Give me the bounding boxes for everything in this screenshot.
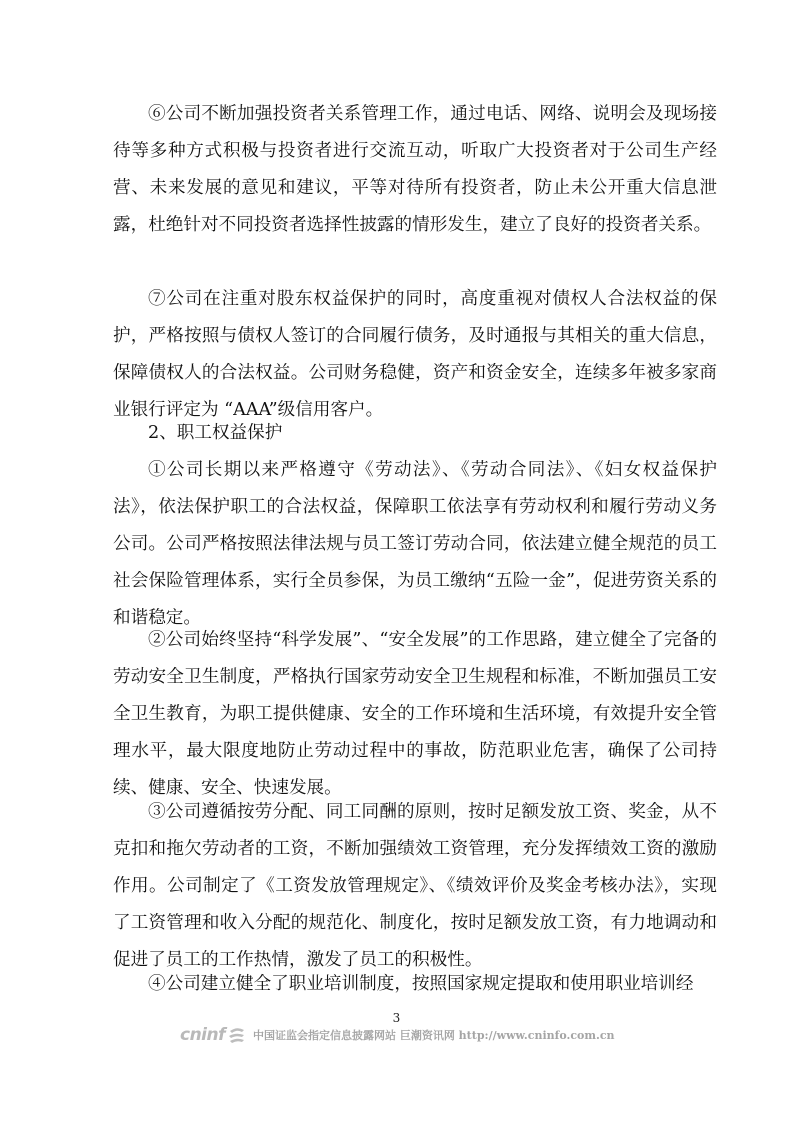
- logo-text: cninf: [180, 1025, 226, 1045]
- footer-watermark: [180, 1024, 615, 1046]
- paragraph-investor-relations: ⑥公司不断加强投资者关系管理工作，通过电话、网络、说明会及现场接待等多种方式积极与投资者进行交流互动，听取广大投资者对于公司生产经营、未来发展的意见和建议，平等对待所有投资者，防止未公开重大信息泄露，杜绝针对不同投资者选择性披露的情形发生，建立了良好的投资者关系。: [113, 104, 717, 235]
- paragraph-training: ④公司建立健全了职业培训制度，按照国家规定提取和使用职业培训经: [148, 974, 694, 994]
- footer-text: 中国证监会指定信息披露网站 巨潮资讯网 http://www.cninfo.com.cn: [253, 1029, 615, 1042]
- cninfo-logo: [180, 1025, 247, 1045]
- paragraph-safety: ②公司始终坚持“科学发展”、“安全发展”的工作思路，建立健全了完备的劳动安全卫生制度，严格执行国家劳动安全卫生规程和标准，不断加强员工安全卫生教育，为职工提供健康、安全的工作环境和生活环境，有效提升安全管理水平，最大限度地防止劳动过程中的事故，防范职业危害，确保了公司持续、健康、安全、快速发展。: [113, 630, 717, 798]
- section-heading-employee-rights: 2、职工权益保护: [148, 423, 283, 443]
- paragraph-wages: ③公司遵循按劳分配、同工同酬的原则，按时足额发放工资、奖金，从不克扣和拖欠劳动者的工资，不断加强绩效工资管理，充分发挥绩效工资的激励作用。公司制定了《工资发放管理规定》、《绩效评价及奖金考核办法》，实现了工资管理和收入分配的规范化、制度化，按时足额发放工资，有力地调动和促进了员工的工作热情，激发了员工的积极性。: [113, 802, 717, 970]
- cninfo-swirl-icon: [227, 1026, 247, 1044]
- paragraph-creditor-rights: ⑦公司在注重对股东权益保护的同时，高度重视对债权人合法权益的保护，严格按照与债权人签订的合同履行债务，及时通报与其相关的重大信息，保障债权人的合法权益。公司财务稳健，资产和资金安全，连续多年被多家商业银行评定为 “AAA”级信用客户。: [113, 289, 717, 420]
- page-number: 3: [392, 1011, 401, 1025]
- paragraph-labor-law: ①公司长期以来严格遵守《劳动法》、《劳动合同法》、《妇女权益保护法》，依法保护职工的合法权益，保障职工依法享有劳动权利和履行劳动义务公司。公司严格按照法律法规与员工签订劳动合同，依法建立健全规范的员工社会保险管理体系，实行全员参保，为员工缴纳“五险一金”，促进劳资关系的和谐稳定。: [113, 460, 717, 628]
